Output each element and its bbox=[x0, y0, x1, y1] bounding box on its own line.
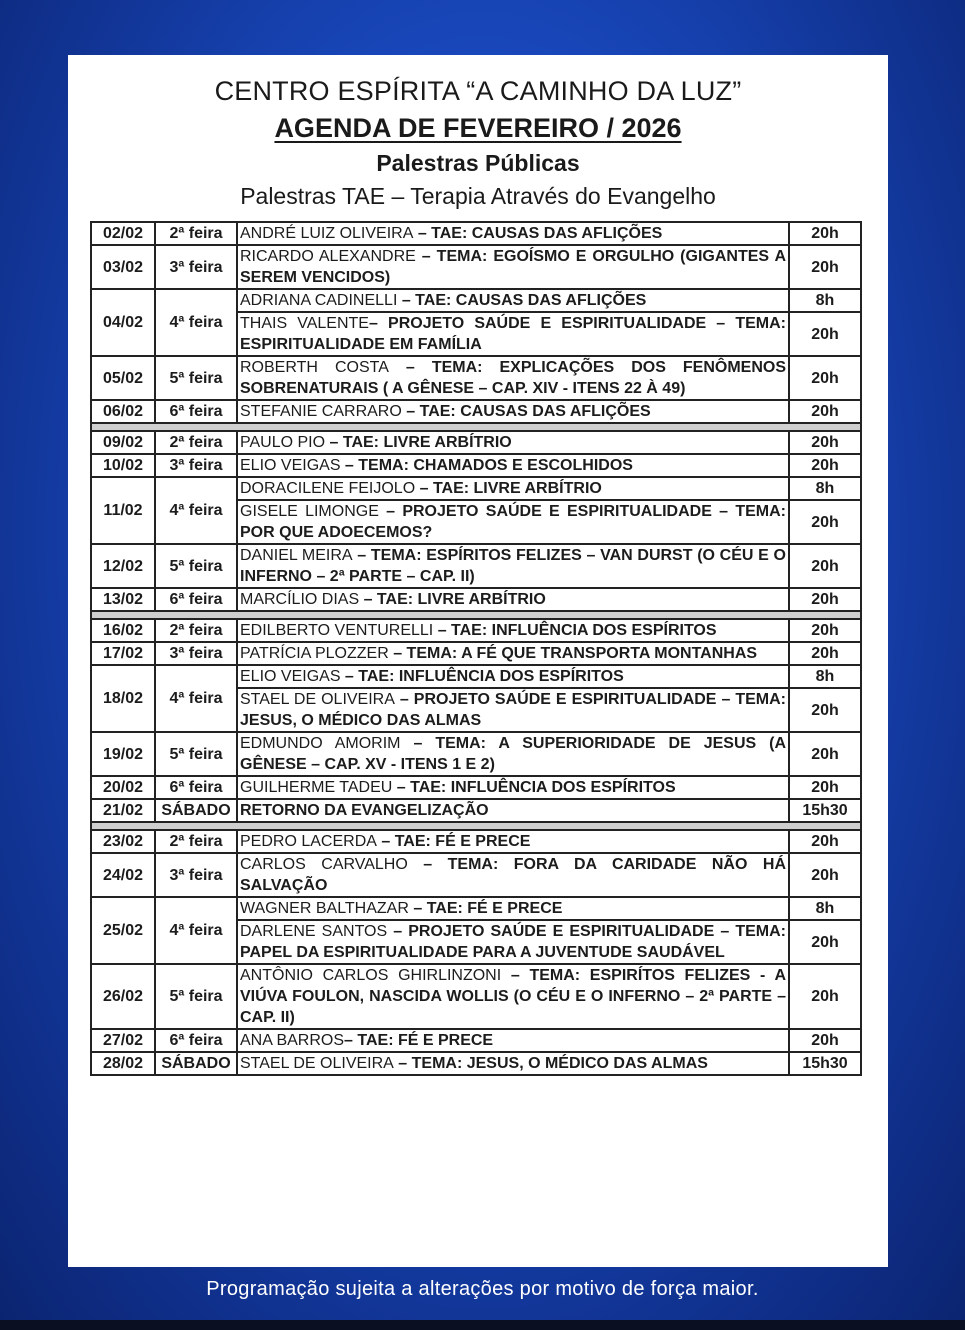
date-cell: 05/02 bbox=[91, 356, 155, 400]
table-row bbox=[91, 853, 861, 897]
speaker-name: ANDRÉ LUIZ OLIVEIRA bbox=[240, 225, 414, 242]
time-cell: 20h bbox=[789, 500, 861, 544]
time-cell: 20h bbox=[789, 920, 861, 964]
date-cell: 25/02 bbox=[91, 897, 155, 964]
talk-topic: – PROJETO SAÚDE E ESPIRITUALIDADE – TEMA: JESUS, O MÉDICO DAS ALMAS bbox=[240, 691, 786, 729]
talk-cell bbox=[237, 431, 789, 454]
speaker-name: MARCÍLIO DIAS bbox=[240, 591, 360, 608]
weekday-cell: 2ª feira bbox=[155, 830, 237, 853]
speaker-name: STEFANIE CARRARO bbox=[240, 403, 402, 420]
talk-cell bbox=[237, 776, 789, 799]
time-cell: 8h bbox=[789, 665, 861, 688]
date-cell: 04/02 bbox=[91, 289, 155, 356]
speaker-name: ANTÔNIO CARLOS GHIRLINZONI bbox=[240, 967, 502, 984]
table-row bbox=[91, 1052, 861, 1075]
time-cell: 20h bbox=[789, 619, 861, 642]
table-row bbox=[91, 544, 861, 588]
date-cell: 23/02 bbox=[91, 830, 155, 853]
talk-cell bbox=[237, 222, 789, 245]
talk-topic: – TAE: CAUSAS DAS AFLIÇÕES bbox=[413, 225, 663, 242]
week-separator bbox=[91, 611, 861, 619]
talk-cell bbox=[237, 920, 789, 964]
weekday-cell: 4ª feira bbox=[155, 289, 237, 356]
speaker-name: RICARDO ALEXANDRE bbox=[240, 248, 416, 265]
table-row bbox=[91, 1029, 861, 1052]
talk-cell bbox=[237, 665, 789, 688]
center-name: CENTRO ESPÍRITA “A CAMINHO DA LUZ” bbox=[214, 76, 742, 106]
talk-cell bbox=[237, 1052, 789, 1075]
table-row bbox=[91, 732, 861, 776]
weekday-cell: 3ª feira bbox=[155, 454, 237, 477]
weekday-cell: 6ª feira bbox=[155, 776, 237, 799]
time-cell: 20h bbox=[789, 732, 861, 776]
talk-topic: – TAE: CAUSAS DAS AFLIÇÕES bbox=[397, 292, 647, 309]
time-cell: 20h bbox=[789, 431, 861, 454]
time-cell: 20h bbox=[789, 400, 861, 423]
talk-topic: – TAE: INFLUÊNCIA DOS ESPÍRITOS bbox=[433, 622, 717, 639]
date-cell: 09/02 bbox=[91, 431, 155, 454]
bottom-bar bbox=[0, 1320, 965, 1330]
agenda-title: AGENDA DE FEVEREIRO / 2026 bbox=[274, 113, 682, 143]
speaker-name: STAEL DE OLIVEIRA bbox=[240, 691, 395, 708]
speaker-name: PEDRO LACERDA bbox=[240, 833, 377, 850]
talk-topic: – TAE: FÉ E PRECE bbox=[376, 833, 531, 850]
time-cell: 20h bbox=[789, 588, 861, 611]
talk-topic: RETORNO DA EVANGELIZAÇÃO bbox=[240, 802, 489, 819]
weekday-cell: 5ª feira bbox=[155, 544, 237, 588]
table-row bbox=[91, 799, 861, 822]
weekday-cell: 3ª feira bbox=[155, 642, 237, 665]
speaker-name: ROBERTH COSTA bbox=[240, 359, 389, 376]
speaker-name: STAEL DE OLIVEIRA bbox=[240, 1055, 394, 1072]
talk-topic: – TEMA: CHAMADOS E ESCOLHIDOS bbox=[340, 457, 633, 474]
talk-topic: – TEMA: A FÉ QUE TRANSPORTA MONTANHAS bbox=[388, 645, 758, 662]
time-cell: 8h bbox=[789, 289, 861, 312]
time-cell: 15h30 bbox=[789, 1052, 861, 1075]
date-cell: 10/02 bbox=[91, 454, 155, 477]
talk-topic: – PROJETO SAÚDE E ESPIRITUALIDADE – TEMA: ESPIRITUALIDADE EM FAMÍLIA bbox=[240, 315, 786, 353]
speaker-name: DARLENE SANTOS bbox=[240, 923, 388, 940]
table-row bbox=[91, 776, 861, 799]
time-cell: 20h bbox=[789, 964, 861, 1029]
agenda-sheet bbox=[68, 55, 888, 1267]
weekday-cell: SÁBADO bbox=[155, 1052, 237, 1075]
time-cell: 20h bbox=[789, 544, 861, 588]
weekday-cell: 6ª feira bbox=[155, 588, 237, 611]
talk-cell bbox=[237, 619, 789, 642]
talk-cell bbox=[237, 799, 789, 822]
speaker-name: ADRIANA CADINELLI bbox=[240, 292, 398, 309]
time-cell: 20h bbox=[789, 853, 861, 897]
time-cell: 20h bbox=[789, 830, 861, 853]
talk-topic: – TEMA: FORA DA CARIDADE NÃO HÁ SALVAÇÃO bbox=[240, 856, 786, 894]
date-cell: 18/02 bbox=[91, 665, 155, 732]
speaker-name: EDILBERTO VENTURELLI bbox=[240, 622, 434, 639]
date-cell: 03/02 bbox=[91, 245, 155, 289]
talk-topic: – TEMA: EGOÍSMO E ORGULHO (GIGANTES A SEREM VENCIDOS) bbox=[240, 248, 787, 286]
weekday-cell: 5ª feira bbox=[155, 964, 237, 1029]
speaker-name: THAIS VALENTE bbox=[240, 315, 369, 332]
table-row bbox=[91, 897, 861, 920]
talk-cell bbox=[237, 732, 789, 776]
talk-topic: – TEMA: ESPIRÍTOS FELIZES - A VIÚVA FOULON, NASCIDA WOLLIS (O CÉU E O INFERNO – 2ª PARTE – CAP. II) bbox=[240, 967, 786, 1026]
talk-cell bbox=[237, 356, 789, 400]
week-separator bbox=[91, 423, 861, 431]
talk-topic: – TAE: CAUSAS DAS AFLIÇÕES bbox=[401, 403, 651, 420]
speaker-name: ANA BARROS bbox=[240, 1032, 345, 1049]
talk-cell bbox=[237, 312, 789, 356]
talk-cell bbox=[237, 964, 789, 1029]
talk-topic: – PROJETO SAÚDE E ESPIRITUALIDADE – TEMA: POR QUE ADOECEMOS? bbox=[240, 503, 786, 541]
talk-topic: – TEMA: A SUPERIORIDADE DE JESUS (A GÊNESE – CAP. XV - ITENS 1 E 2) bbox=[240, 735, 787, 773]
date-cell: 17/02 bbox=[91, 642, 155, 665]
speaker-name: PATRÍCIA PLOZZER bbox=[240, 645, 389, 662]
time-cell: 8h bbox=[789, 477, 861, 500]
talk-cell bbox=[237, 245, 789, 289]
table-row bbox=[91, 245, 861, 289]
weekday-cell: 4ª feira bbox=[155, 897, 237, 964]
weekday-cell: 4ª feira bbox=[155, 665, 237, 732]
time-cell: 20h bbox=[789, 642, 861, 665]
talk-cell bbox=[237, 688, 789, 732]
talk-cell bbox=[237, 289, 789, 312]
week-separator bbox=[91, 822, 861, 830]
talk-topic: – TAE: LIVRE ARBÍTRIO bbox=[415, 480, 602, 497]
date-cell: 12/02 bbox=[91, 544, 155, 588]
speaker-name: ELIO VEIGAS bbox=[240, 668, 341, 685]
weekday-cell: 3ª feira bbox=[155, 245, 237, 289]
date-cell: 26/02 bbox=[91, 964, 155, 1029]
speaker-name: DANIEL MEIRA bbox=[240, 547, 353, 564]
date-cell: 28/02 bbox=[91, 1052, 155, 1075]
time-cell: 20h bbox=[789, 312, 861, 356]
time-cell: 20h bbox=[789, 245, 861, 289]
talk-cell bbox=[237, 588, 789, 611]
date-cell: 21/02 bbox=[91, 799, 155, 822]
weekday-cell: 6ª feira bbox=[155, 1029, 237, 1052]
date-cell: 11/02 bbox=[91, 477, 155, 544]
speaker-name: DORACILENE FEIJOLO bbox=[240, 480, 416, 497]
talk-cell bbox=[237, 897, 789, 920]
weekday-cell: 3ª feira bbox=[155, 853, 237, 897]
table-row bbox=[91, 454, 861, 477]
speaker-name: PAULO PIO bbox=[240, 434, 326, 451]
time-cell: 20h bbox=[789, 1029, 861, 1052]
weekday-cell: 4ª feira bbox=[155, 477, 237, 544]
table-row bbox=[91, 964, 861, 1029]
time-cell: 20h bbox=[789, 454, 861, 477]
talk-topic: – TEMA: JESUS, O MÉDICO DAS ALMAS bbox=[393, 1055, 708, 1072]
weekday-cell: 2ª feira bbox=[155, 431, 237, 454]
table-row bbox=[91, 289, 861, 312]
talk-cell bbox=[237, 642, 789, 665]
talk-topic: – TAE: LIVRE ARBÍTRIO bbox=[359, 591, 546, 608]
talk-topic: – TAE: INFLUÊNCIA DOS ESPÍRITOS bbox=[392, 779, 676, 796]
weekday-cell: 5ª feira bbox=[155, 356, 237, 400]
talk-topic: – TAE: LIVRE ARBÍTRIO bbox=[325, 434, 512, 451]
public-talks-heading: Palestras Públicas bbox=[376, 150, 580, 176]
talk-topic: – TAE: FÉ E PRECE bbox=[344, 1032, 494, 1049]
table-row bbox=[91, 356, 861, 400]
talk-cell bbox=[237, 477, 789, 500]
date-cell: 24/02 bbox=[91, 853, 155, 897]
speaker-name: CARLOS CARVALHO bbox=[240, 856, 408, 873]
talk-topic: – TEMA: EXPLICAÇÕES DOS FENÔMENOS SOBRENATURAIS ( A GÊNESE – CAP. XIV - ITENS 22 À 49) bbox=[240, 359, 786, 397]
talk-cell bbox=[237, 400, 789, 423]
weekday-cell: 6ª feira bbox=[155, 400, 237, 423]
table-row bbox=[91, 830, 861, 853]
date-cell: 06/02 bbox=[91, 400, 155, 423]
table-row bbox=[91, 431, 861, 454]
date-cell: 13/02 bbox=[91, 588, 155, 611]
table-row bbox=[91, 642, 861, 665]
talk-topic: – TAE: FÉ E PRECE bbox=[408, 900, 563, 917]
date-cell: 19/02 bbox=[91, 732, 155, 776]
date-cell: 02/02 bbox=[91, 222, 155, 245]
talk-topic: – TAE: INFLUÊNCIA DOS ESPÍRITOS bbox=[340, 668, 624, 685]
time-cell: 20h bbox=[789, 776, 861, 799]
weekday-cell: 2ª feira bbox=[155, 619, 237, 642]
time-cell: 15h30 bbox=[789, 799, 861, 822]
talk-topic: – TEMA: ESPÍRITOS FELIZES – VAN DURST (O CÉU E O INFERNO – 2ª PARTE – CAP. II) bbox=[240, 547, 786, 585]
table-row bbox=[91, 222, 861, 245]
speaker-name: GISELE LIMONGE bbox=[240, 503, 379, 520]
speaker-name: ELIO VEIGAS bbox=[240, 457, 341, 474]
talk-cell bbox=[237, 544, 789, 588]
talk-cell bbox=[237, 454, 789, 477]
table-row bbox=[91, 400, 861, 423]
weekday-cell: 5ª feira bbox=[155, 732, 237, 776]
talk-cell bbox=[237, 1029, 789, 1052]
date-cell: 20/02 bbox=[91, 776, 155, 799]
table-row bbox=[91, 665, 861, 688]
table-row bbox=[91, 477, 861, 500]
footer-note: Programação sujeita a alterações por motivo de força maior. bbox=[206, 1278, 759, 1300]
speaker-name: EDMUNDO AMORIM bbox=[240, 735, 401, 752]
weekday-cell: SÁBADO bbox=[155, 799, 237, 822]
speaker-name: WAGNER BALTHAZAR bbox=[240, 900, 409, 917]
time-cell: 8h bbox=[789, 897, 861, 920]
agenda-table bbox=[90, 221, 862, 1076]
date-cell: 27/02 bbox=[91, 1029, 155, 1052]
speaker-name: GUILHERME TADEU bbox=[240, 779, 393, 796]
table-row bbox=[91, 619, 861, 642]
weekday-cell: 2ª feira bbox=[155, 222, 237, 245]
time-cell: 20h bbox=[789, 356, 861, 400]
date-cell: 16/02 bbox=[91, 619, 155, 642]
table-row bbox=[91, 588, 861, 611]
time-cell: 20h bbox=[789, 688, 861, 732]
time-cell: 20h bbox=[789, 222, 861, 245]
talk-topic: – PROJETO SAÚDE E ESPIRITUALIDADE – TEMA: PAPEL DA ESPIRITUALIDADE PARA A JUVENTUDE SAUDÁVEL bbox=[240, 923, 786, 961]
talk-cell bbox=[237, 853, 789, 897]
talk-cell bbox=[237, 830, 789, 853]
talk-cell bbox=[237, 500, 789, 544]
tae-talks-heading: Palestras TAE – Terapia Através do Evangelho bbox=[240, 183, 716, 209]
